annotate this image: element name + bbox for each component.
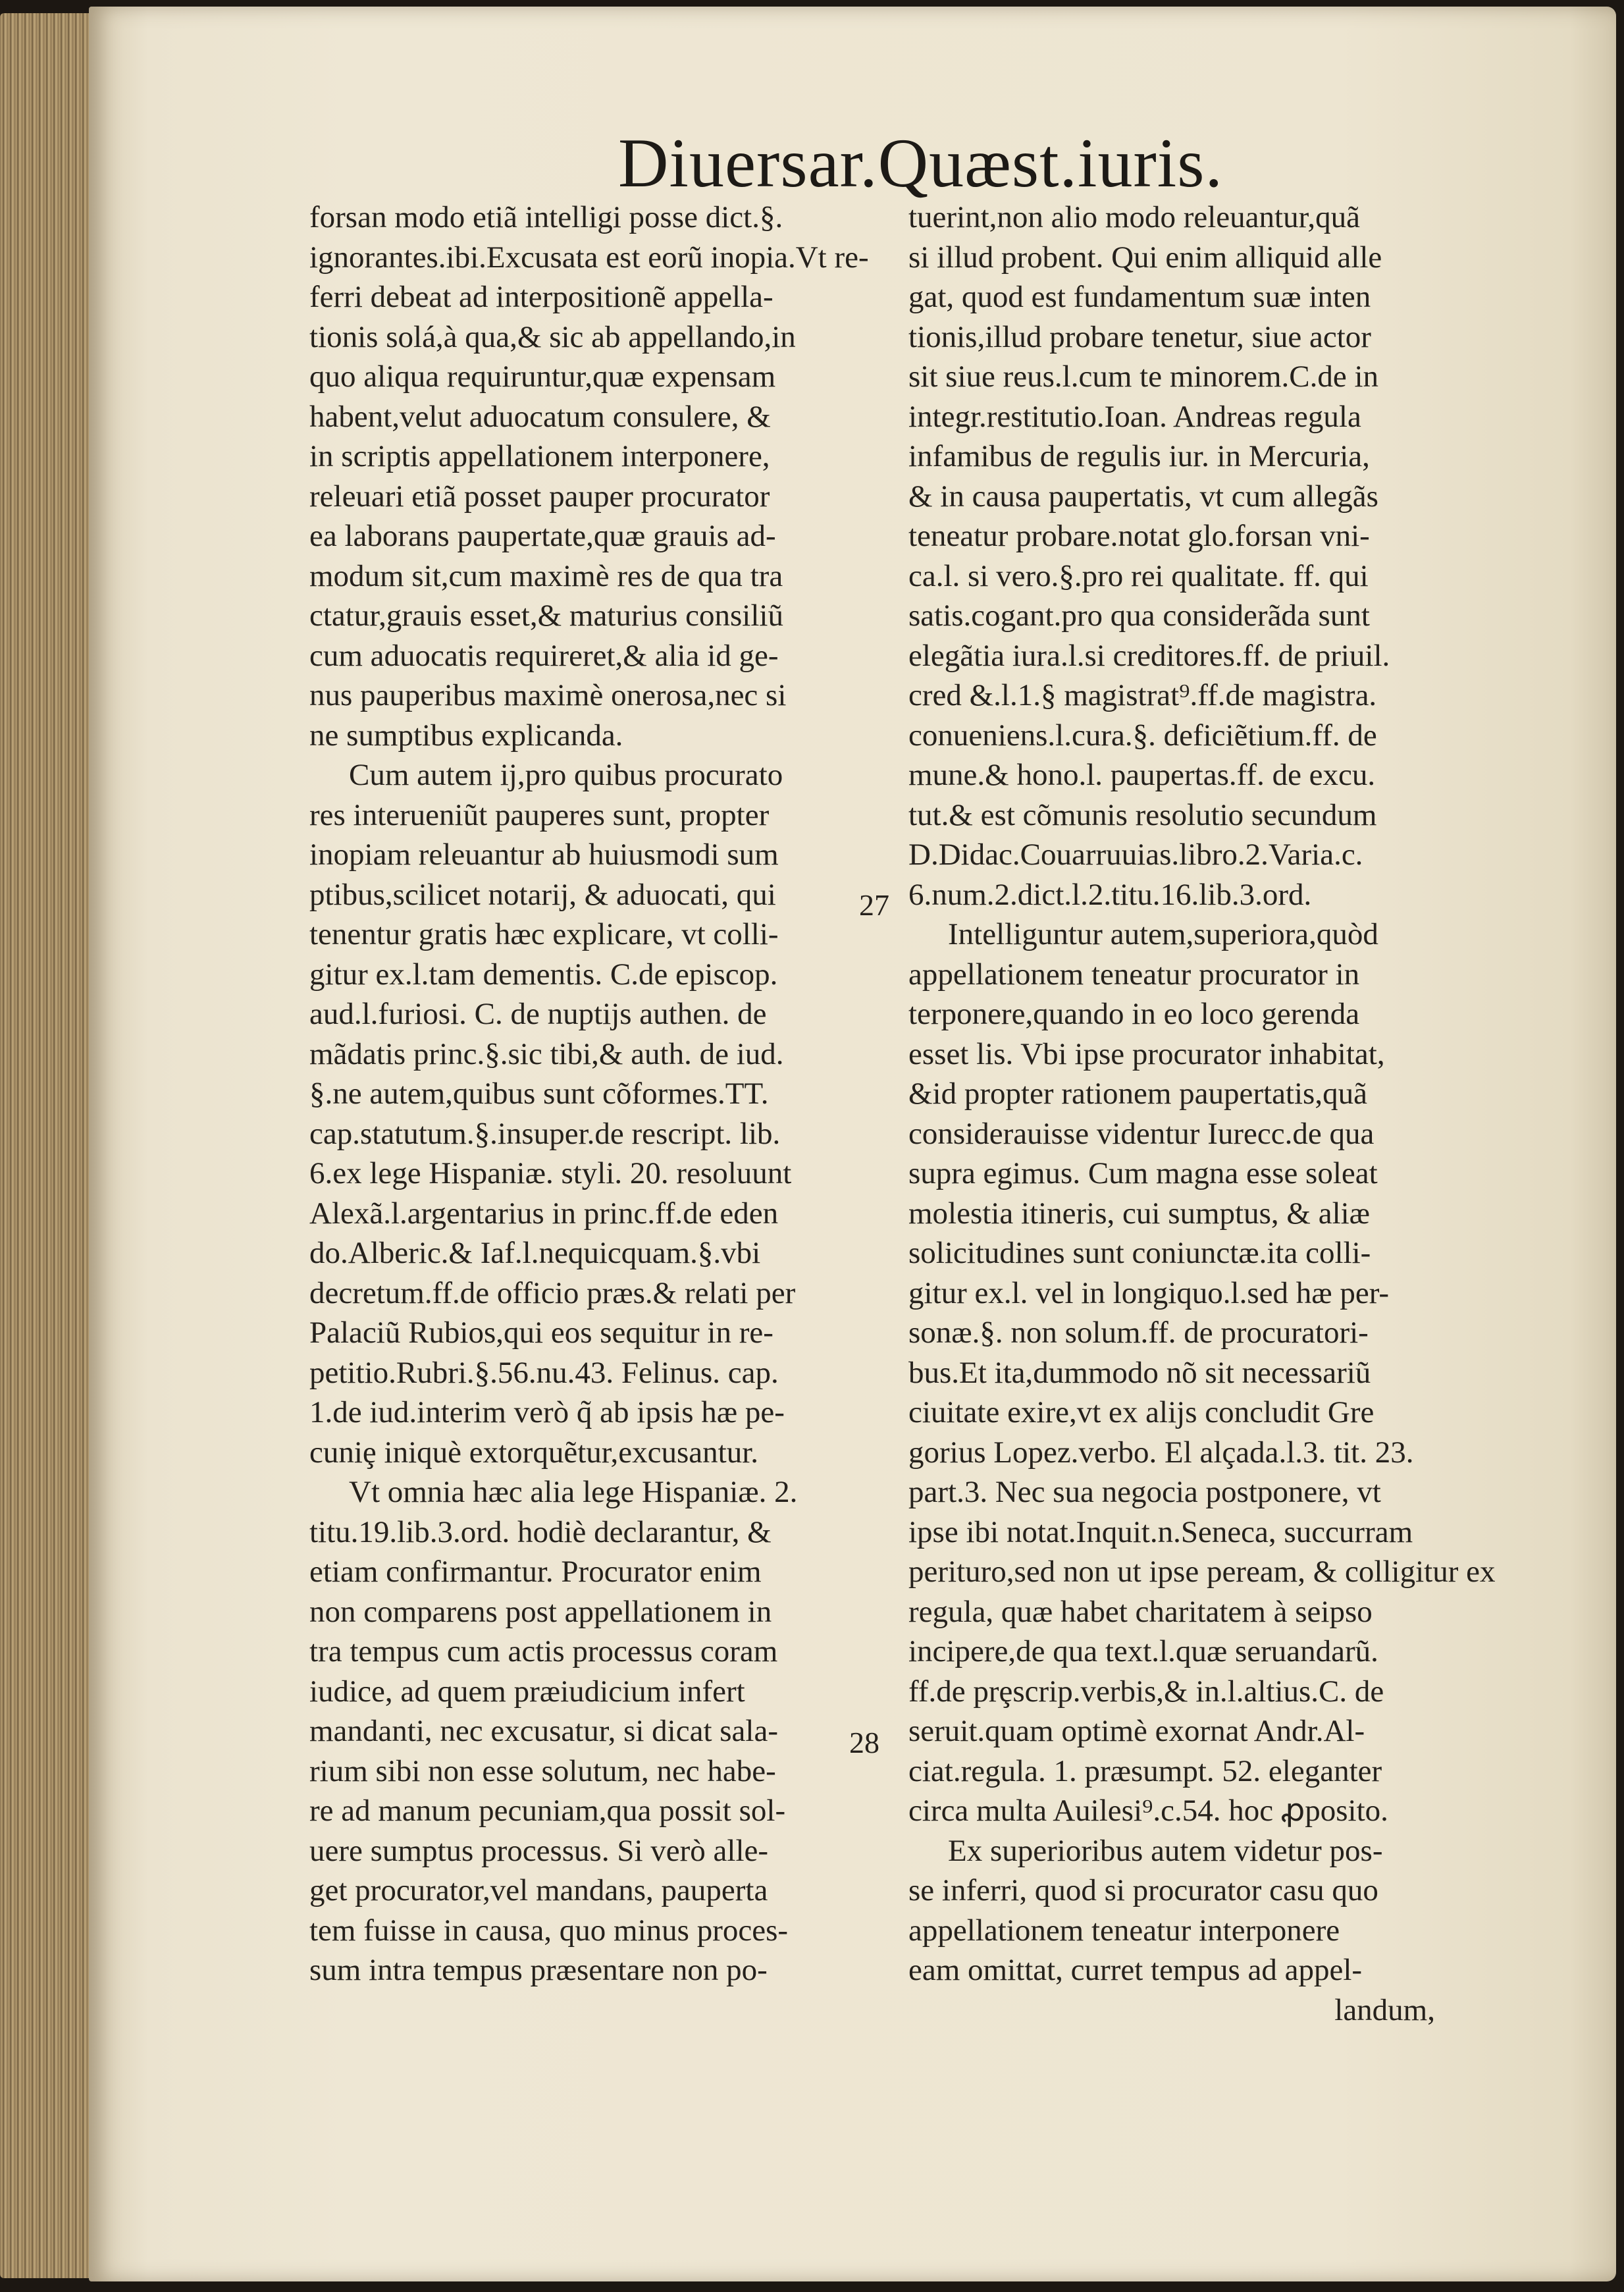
margin-number-27: 27 xyxy=(859,888,889,922)
text-line: sum intra tempus præsentare non po- xyxy=(309,1953,768,1987)
text-line: D.Didac.Couarruuias.libro.2.Varia.c. xyxy=(908,838,1363,872)
text-line: get procurator,vel mandans, pauperta xyxy=(309,1873,768,1907)
text-line: re ad manum pecuniam,qua possit sol- xyxy=(309,1794,786,1828)
text-line: 1.de iud.interim verò q̃ ab ipsis hæ pe- xyxy=(309,1395,785,1429)
text-line: inopiam releuantur ab huiusmodi sum xyxy=(309,838,779,872)
text-line: esset lis. Vbi ipse procurator inhabitat, xyxy=(908,1036,1385,1071)
running-head: Diuersar.Quæst.iuris. xyxy=(618,124,1223,201)
text-line: ff.de prȩscrip.verbis,& in.l.altius.C. de xyxy=(908,1674,1384,1709)
text-line: conueniens.l.cura.§. deficiẽtium.ff. de xyxy=(908,718,1377,753)
text-line: uere sumptus processus. Si verò alle- xyxy=(309,1833,769,1868)
text-line: satis.cogant.pro qua considerãda sunt xyxy=(908,599,1370,633)
text-line: res interueniũt pauperes sunt, propter xyxy=(309,797,770,832)
right-column xyxy=(908,198,1496,2030)
text-line: cap.statutum.§.insuper.de rescript. lib. xyxy=(309,1116,781,1151)
text-line: iudice, ad quem præiudicium infert xyxy=(309,1674,745,1709)
text-line: in scriptis appellationem interponere, xyxy=(309,439,770,473)
text-line: circa multa Auilesi⁹.c.54. hoc ꝓposito. xyxy=(908,1794,1388,1828)
text-line: mandanti, nec excusatur, si dicat sala- xyxy=(309,1714,778,1748)
text-line: 6.ex lege Hispaniæ. styli. 20. resoluunt xyxy=(309,1156,792,1190)
text-line: gat, quod est fundamentum suæ inten xyxy=(908,280,1371,314)
text-line: modum sit,cum maximè res de qua tra xyxy=(309,558,783,593)
text-line: gitur ex.l. vel in longiquo.l.sed hæ per- xyxy=(908,1275,1390,1310)
text-line: Ex superioribus autem videtur pos- xyxy=(948,1833,1383,1868)
text-line: supra egimus. Cum magna esse soleat xyxy=(908,1156,1378,1190)
text-line: terponere,quando in eo loco gerenda xyxy=(908,997,1360,1031)
text-line: ptibus,scilicet notarij, & aduocati, qui xyxy=(309,877,776,912)
text-line: infamibus de regulis iur. in Mercuria, xyxy=(908,439,1370,473)
text-line: teneatur probare.notat glo.forsan vni- xyxy=(908,519,1370,553)
left-column xyxy=(309,198,889,1990)
text-line: Intelliguntur autem,superiora,quòd xyxy=(948,917,1378,951)
text-line: nus pauperibus maximè onerosa,nec si xyxy=(309,678,787,712)
text-line: seruit.quam optimè exornat Andr.Al- xyxy=(908,1714,1365,1748)
margin-number-28: 28 xyxy=(849,1726,879,1759)
text-line: Vt omnia hæc alia lege Hispaniæ. 2. xyxy=(349,1475,798,1509)
text-line: cred &.l.1.§ magistrat⁹.ff.de magistra. xyxy=(908,678,1377,712)
text-line: aud.l.furiosi. C. de nuptijs authen. de xyxy=(309,997,767,1031)
text-line: ea laborans paupertate,quæ grauis ad- xyxy=(309,519,776,553)
text-line: releuari etiã posset pauper procurator xyxy=(309,479,770,514)
text-line: regula, quæ habet charitatem à seipso xyxy=(908,1594,1373,1629)
text-line: ipse ibi notat.Inquit.n.Seneca, succurram xyxy=(908,1514,1413,1549)
text-line: perituro,sed non ut ipse peream, & colligitur ex xyxy=(908,1555,1496,1589)
page-edge xyxy=(0,13,99,2278)
text-line: cuniȩ iniquè extorquẽtur,excusantur. xyxy=(309,1435,759,1470)
text-line: incipere,de qua text.l.quæ seruandarũ. xyxy=(908,1634,1378,1668)
text-line: Cum autem ij,pro quibus procurato xyxy=(349,758,783,792)
text-line: appellationem teneatur interponere xyxy=(908,1913,1340,1948)
text-line: ferri debeat ad interpositionẽ appella- xyxy=(309,280,773,314)
text-line: do.Alberic.& Iaf.l.nequicquam.§.vbi xyxy=(309,1236,761,1270)
text-line: ca.l. si vero.§.pro rei qualitate. ff. qui xyxy=(908,558,1369,593)
text-line: titu.19.lib.3.ord. hodiè declarantur, & xyxy=(309,1514,772,1549)
text-line: tionis,illud probare tenetur, siue actor xyxy=(908,319,1371,354)
text-line: non comparens post appellationem in xyxy=(309,1594,772,1629)
text-line: &id propter rationem paupertatis,quã xyxy=(908,1077,1367,1111)
text-line: eam omittat, curret tempus ad appel- xyxy=(908,1953,1363,1987)
text-line: integr.restitutio.Ioan. Andreas regula xyxy=(908,399,1361,434)
text-line: si illud probent. Qui enim alliquid alle xyxy=(908,240,1382,275)
text-line: ciuitate exire,vt ex alijs concludit Gre xyxy=(908,1395,1375,1429)
text-line: quo aliqua requiruntur,quæ expensam xyxy=(309,360,776,394)
text-line: tuerint,non alio modo releuantur,quã xyxy=(908,200,1360,234)
text-line: ignorantes.ibi.Excusata est eorũ inopia.Vt re- xyxy=(309,240,869,275)
text-line: molestia itineris, cui sumptus, & aliæ xyxy=(908,1196,1371,1231)
text-line: & in causa paupertatis, vt cum allegãs xyxy=(908,479,1378,514)
text-line: decretum.ff.de officio præs.& relati per xyxy=(309,1275,796,1310)
text-line: rium sibi non esse solutum, nec habe- xyxy=(309,1753,776,1788)
text-line: tionis solá,à qua,& sic ab appellando,in xyxy=(309,319,796,354)
text-line: Alexã.l.argentarius in princ.ff.de eden xyxy=(309,1196,779,1231)
text-line: §.ne autem,quibus sunt cõformes.TT. xyxy=(309,1077,769,1111)
text-line: forsan modo etiã intelligi posse dict.§. xyxy=(309,200,783,234)
text-line: considerauisse videntur Iurecc.de qua xyxy=(908,1116,1375,1151)
text-line: ctatur,grauis esset,& maturius consiliũ xyxy=(309,599,783,633)
text-line: tut.& est cõmunis resolutio secundum xyxy=(908,797,1377,832)
text-line: mãdatis princ.§.sic tibi,& auth. de iud. xyxy=(309,1036,784,1071)
text-line: habent,velut aduocatum consulere, & xyxy=(309,399,771,434)
text-line: landum, xyxy=(1334,1992,1435,2027)
text-line: cum aduocatis requireret,& alia id ge- xyxy=(309,638,779,673)
text-line: ne sumptibus explicanda. xyxy=(309,718,623,753)
text-line: solicitudines sunt coniunctæ.ita colli- xyxy=(908,1236,1371,1270)
text-line: tem fuisse in causa, quo minus proces- xyxy=(309,1913,789,1948)
text-line: tra tempus cum actis processus coram xyxy=(309,1634,778,1668)
text-line: gitur ex.l.tam dementis. C.de episcop. xyxy=(309,957,778,992)
text-line: sonæ.§. non solum.ff. de procuratori- xyxy=(908,1316,1369,1350)
text-line: mune.& hono.l. paupertas.ff. de excu. xyxy=(908,758,1376,792)
text-line: etiam confirmantur. Procurator enim xyxy=(309,1555,762,1589)
text-line: part.3. Nec sua negocia postponere, vt xyxy=(908,1475,1381,1509)
text-line: 6.num.2.dict.l.2.titu.16.lib.3.ord. xyxy=(908,877,1312,912)
text-line: tenentur gratis hæc explicare, vt colli- xyxy=(309,917,779,951)
text-line: gorius Lopez.verbo. El alçada.l.3. tit. 23. xyxy=(908,1435,1414,1470)
text-line: bus.Et ita,dummodo nõ sit necessariũ xyxy=(908,1355,1371,1390)
text-line: ciat.regula. 1. præsumpt. 52. eleganter xyxy=(908,1753,1382,1788)
text-line: appellationem teneatur procurator in xyxy=(908,957,1360,992)
text-line: petitio.Rubri.§.56.nu.43. Felinus. cap. xyxy=(309,1355,779,1390)
text-line: elegãtia iura.l.si creditores.ff. de priuil. xyxy=(908,638,1390,673)
text-line: Palaciũ Rubios,qui eos sequitur in re- xyxy=(309,1316,773,1350)
text-line: sit siue reus.l.cum te minorem.C.de in xyxy=(908,360,1379,394)
text-line: se inferri, quod si procurator casu quo xyxy=(908,1873,1378,1907)
